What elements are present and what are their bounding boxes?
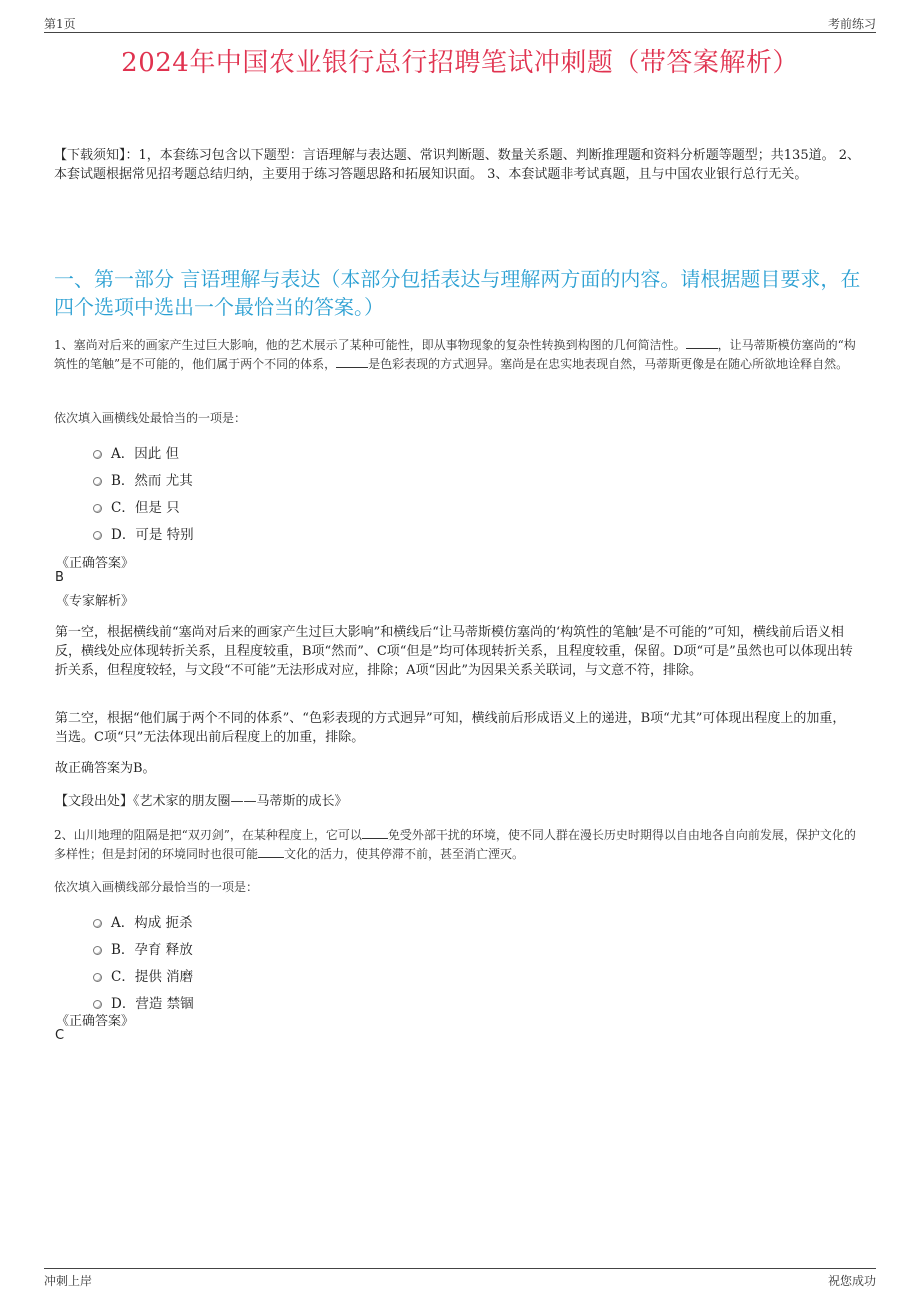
radio-icon[interactable] [93, 477, 102, 486]
page-title: 2024年中国农业银行总行招聘笔试冲刺题（带答案解析） [121, 48, 799, 78]
q2-option-c[interactable]: C．提供 消磨 [93, 965, 193, 985]
q2-option-b[interactable]: B．孕育 释放 [93, 938, 193, 958]
header-right-label: 考前练习 [827, 17, 876, 31]
radio-icon[interactable] [93, 450, 102, 459]
q1-analysis-3: 故正确答案为B。 [55, 761, 156, 776]
radio-icon[interactable] [93, 504, 102, 513]
q1-option-c[interactable]: C．但是 只 [93, 496, 180, 516]
q2-option-d[interactable]: D．营造 禁锢 [93, 992, 194, 1012]
q1-option-d[interactable]: D．可是 特别 [93, 523, 194, 543]
question-2-prompt: 依次填入画横线部分最恰当的一项是： [54, 880, 259, 894]
download-notice: 【下载须知】：1，本套练习包含以下题型：言语理解与表达题、常识判断题、数量关系题、判断推理题和资料分析题等题型；共135道。 2、本套试题根据常见招考题总结归纳，主要用于练习答题思路和拓展知识面。 3、本套试题非考试真题，且与中国农业银行总行无关。 [54, 148, 860, 182]
blank-1 [362, 826, 388, 839]
q1-source: 【文段出处】《艺术家的朋友圈——马蒂斯的成长》 [55, 794, 348, 809]
q1-option-b[interactable]: B．然而 尤其 [93, 469, 193, 489]
radio-icon[interactable] [93, 946, 102, 955]
blank-2 [258, 845, 284, 858]
radio-icon[interactable] [93, 973, 102, 982]
question-2-text: 2、山川地理的阻隔是把“双刃剑”，在某种程度上，它可以 免受外部干扰的环境，使不同人群在漫长历史时期得以自由地各自向前发展，保护文化的多样性；但是封闭的环境同时也很可能 文化的活力，使其停滞不前，甚至消亡湮灭。 [54, 828, 856, 861]
footer-right-label: 祝您成功 [827, 1274, 876, 1288]
q2-option-a[interactable]: A．构成 扼杀 [93, 911, 193, 931]
header-page-number: 第1页 [44, 17, 76, 31]
q1-answer: B [55, 570, 64, 585]
blank-2 [336, 355, 368, 368]
q1-answer-label: 《正确答案》 [56, 556, 135, 571]
q2-answer-label: 《正确答案》 [56, 1014, 135, 1029]
radio-icon[interactable] [93, 531, 102, 540]
q1-analysis-2: 第二空，根据“他们属于两个不同的体系”、“色彩表现的方式迥异”可知，横线前后形成语义上的递进，B项“尤其”可体现出程度上的加重，当选。C项“只”无法体现出前后程度上的加重，排除。 [55, 711, 846, 745]
footer-rule [44, 1268, 876, 1269]
q2-answer: C [55, 1028, 65, 1043]
header-rule [44, 32, 876, 33]
question-1-prompt: 依次填入画横线处最恰当的一项是： [54, 411, 247, 425]
q1-analysis-label: 《专家解析》 [56, 594, 135, 609]
question-1-text: 1、塞尚对后来的画家产生过巨大影响，他的艺术展示了某种可能性，即从事物现象的复杂性转换到构图的几何简洁性。 ，让马蒂斯模仿塞尚的“构筑性的笔触”是不可能的，他们属于两个不同的体系， 是色彩表现的方式迥异。塞尚是在忠实地表现自然，马蒂斯更像是在随心所欲地诠释自然。 [54, 338, 856, 371]
q1-analysis-1: 第一空，根据横线前“塞尚对后来的画家产生过巨大影响”和横线后“让马蒂斯模仿塞尚的‘构筑性的笔触’是不可能的”可知，横线前后语义相反，横线处应体现转折关系，且程度较重，B项“然而”、C项“但是”均可体现转折关系，且程度较重，保留。D项“可是”虽然也可以体现出转折关系，但程度较轻，与文段“不可能”无法形成对应，排除；A项“因此”为因果关系关联词，与文意不符，排除。 [55, 625, 853, 678]
section-heading: 一、第一部分 言语理解与表达（本部分包括表达与理解两方面的内容。请根据题目要求，在四个选项中选出一个最恰当的答案。） [54, 267, 861, 319]
radio-icon[interactable] [93, 1000, 102, 1009]
blank-1 [686, 336, 718, 349]
footer-left-label: 冲刺上岸 [44, 1274, 93, 1288]
radio-icon[interactable] [93, 919, 102, 928]
q1-option-a[interactable]: A．因此 但 [93, 442, 179, 462]
